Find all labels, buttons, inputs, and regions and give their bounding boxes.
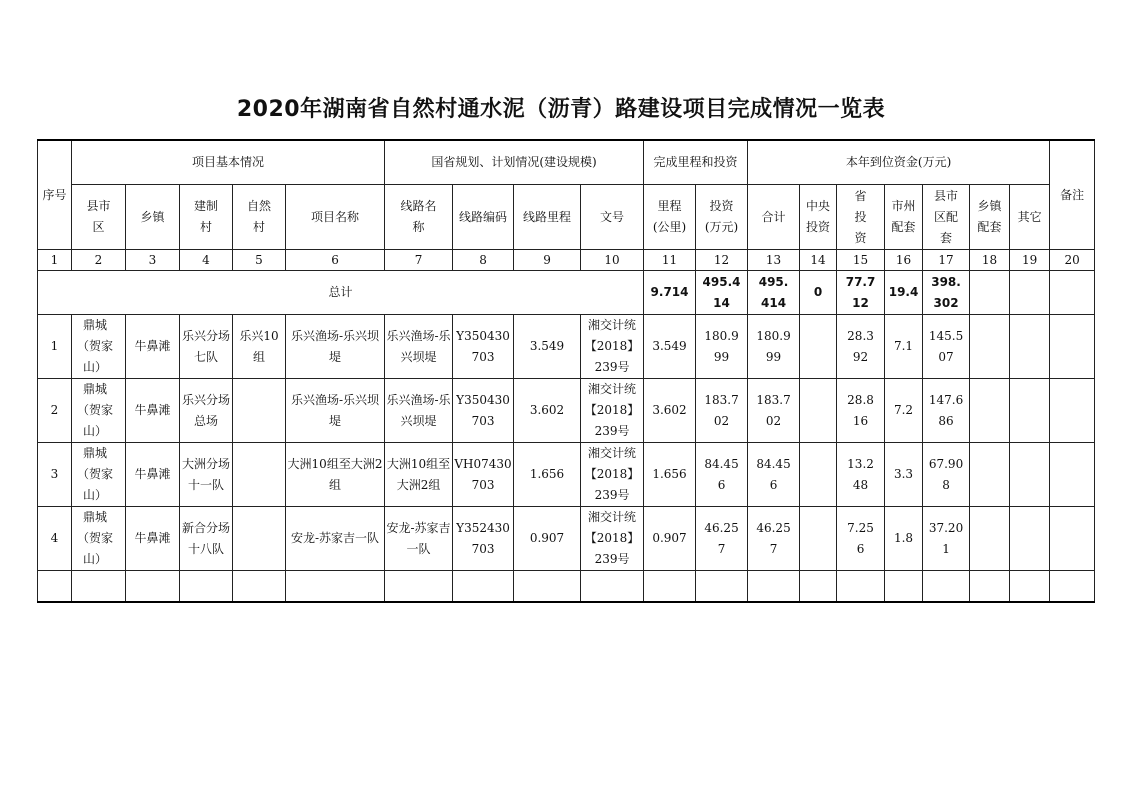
header-group-done: 完成里程和投资 — [644, 140, 748, 185]
totals-city: 19.4 — [885, 271, 923, 315]
col-number: 11 — [644, 250, 696, 271]
cell-seq: 2 — [38, 379, 72, 443]
cell-remark — [1050, 507, 1095, 571]
empty-cell — [970, 571, 1010, 603]
cell-project-name: 乐兴渔场-乐兴坝堤 — [286, 379, 385, 443]
header-mileage: 里程(公里) — [644, 185, 696, 250]
table-row — [38, 379, 1095, 443]
col-number: 1 — [38, 250, 72, 271]
table-row — [38, 315, 1095, 379]
cell-town: 牛鼻滩 — [126, 379, 180, 443]
empty-cell — [514, 571, 581, 603]
cell-total: 46.257 — [748, 507, 800, 571]
cell-route-length: 3.549 — [514, 315, 581, 379]
cell-remark — [1050, 315, 1095, 379]
cell-route-name: 大洲10组至大洲2组 — [385, 443, 453, 507]
header-route-name: 线路名称 — [385, 185, 453, 250]
cell-natural-village: 乐兴10组 — [233, 315, 286, 379]
empty-cell — [233, 571, 286, 603]
totals-investment: 495.414 — [696, 271, 748, 315]
cell-route-code: Y352430703 — [453, 507, 514, 571]
cell-mileage: 3.602 — [644, 379, 696, 443]
cell-route-code: Y350430703 — [453, 315, 514, 379]
cell-county: 鼎城（贺家山） — [72, 443, 126, 507]
cell-town-fund — [970, 507, 1010, 571]
header-county-fund: 县市区配套 — [923, 185, 970, 250]
header-route-length: 线路里程 — [514, 185, 581, 250]
header-route-code: 线路编码 — [453, 185, 514, 250]
header-county: 县市区 — [72, 185, 126, 250]
cell-project-name: 乐兴渔场-乐兴坝堤 — [286, 315, 385, 379]
cell-town-fund — [970, 315, 1010, 379]
cell-mileage: 0.907 — [644, 507, 696, 571]
projects-table — [37, 139, 1095, 603]
totals-central: 0 — [800, 271, 837, 315]
header-town: 乡镇 — [126, 185, 180, 250]
cell-county-fund: 147.686 — [923, 379, 970, 443]
page-title: 2020年湖南省自然村通水泥（沥青）路建设项目完成情况一览表 — [236, 97, 886, 122]
empty-cell — [72, 571, 126, 603]
empty-row — [38, 571, 1095, 603]
cell-town: 牛鼻滩 — [126, 315, 180, 379]
cell-route-name: 乐兴渔场-乐兴坝堤 — [385, 379, 453, 443]
cell-total: 180.999 — [748, 315, 800, 379]
col-number: 16 — [885, 250, 923, 271]
header-remark: 备注 — [1050, 140, 1095, 250]
cell-route-code: Y350430703 — [453, 379, 514, 443]
cell-town: 牛鼻滩 — [126, 443, 180, 507]
cell-doc-no: 湘交计统【2018】239号 — [581, 443, 644, 507]
cell-provincial: 28.392 — [837, 315, 885, 379]
cell-county: 鼎城（贺家山） — [72, 315, 126, 379]
col-number: 18 — [970, 250, 1010, 271]
col-number: 19 — [1010, 250, 1050, 271]
header-town-fund: 乡镇配套 — [970, 185, 1010, 250]
cell-provincial: 13.248 — [837, 443, 885, 507]
col-number: 5 — [233, 250, 286, 271]
cell-remark — [1050, 443, 1095, 507]
totals-county-fund: 398.302 — [923, 271, 970, 315]
cell-natural-village — [233, 443, 286, 507]
cell-county-fund: 67.908 — [923, 443, 970, 507]
empty-cell — [644, 571, 696, 603]
header-village: 建制村 — [180, 185, 233, 250]
cell-other — [1010, 443, 1050, 507]
column-number-row — [38, 250, 1095, 271]
table-row — [38, 507, 1095, 571]
col-number: 20 — [1050, 250, 1095, 271]
cell-county: 鼎城（贺家山） — [72, 379, 126, 443]
cell-city: 7.1 — [885, 315, 923, 379]
col-number: 17 — [923, 250, 970, 271]
cell-doc-no: 湘交计统【2018】239号 — [581, 379, 644, 443]
empty-cell — [286, 571, 385, 603]
header-row-groups — [38, 140, 1095, 185]
cell-town-fund — [970, 443, 1010, 507]
cell-total: 183.702 — [748, 379, 800, 443]
cell-investment: 84.456 — [696, 443, 748, 507]
col-number: 6 — [286, 250, 385, 271]
header-doc-no: 文号 — [581, 185, 644, 250]
cell-investment: 180.999 — [696, 315, 748, 379]
col-number: 8 — [453, 250, 514, 271]
cell-provincial: 28.816 — [837, 379, 885, 443]
totals-total: 495.414 — [748, 271, 800, 315]
cell-county-fund: 37.201 — [923, 507, 970, 571]
header-other: 其它 — [1010, 185, 1050, 250]
cell-mileage: 3.549 — [644, 315, 696, 379]
empty-cell — [385, 571, 453, 603]
totals-label: 总计 — [38, 271, 644, 315]
cell-doc-no: 湘交计统【2018】239号 — [581, 507, 644, 571]
cell-natural-village — [233, 379, 286, 443]
cell-county: 鼎城（贺家山） — [72, 507, 126, 571]
col-number: 9 — [514, 250, 581, 271]
cell-city: 1.8 — [885, 507, 923, 571]
cell-other — [1010, 315, 1050, 379]
cell-remark — [1050, 379, 1095, 443]
cell-central — [800, 443, 837, 507]
totals-other — [1010, 271, 1050, 315]
cell-village: 大洲分场十一队 — [180, 443, 233, 507]
header-group-funds: 本年到位资金(万元) — [748, 140, 1050, 185]
col-number: 4 — [180, 250, 233, 271]
empty-cell — [581, 571, 644, 603]
totals-row — [38, 271, 1095, 315]
cell-central — [800, 315, 837, 379]
header-group-basic: 项目基本情况 — [72, 140, 385, 185]
totals-provincial: 77.712 — [837, 271, 885, 315]
cell-project-name: 大洲10组至大洲2组 — [286, 443, 385, 507]
cell-natural-village — [233, 507, 286, 571]
table-row — [38, 443, 1095, 507]
cell-village: 乐兴分场七队 — [180, 315, 233, 379]
empty-cell — [696, 571, 748, 603]
empty-cell — [180, 571, 233, 603]
cell-provincial: 7.256 — [837, 507, 885, 571]
cell-investment: 183.702 — [696, 379, 748, 443]
cell-route-name: 乐兴渔场-乐兴坝堤 — [385, 315, 453, 379]
cell-city: 7.2 — [885, 379, 923, 443]
header-natural-village: 自然村 — [233, 185, 286, 250]
totals-town-fund — [970, 271, 1010, 315]
empty-cell — [453, 571, 514, 603]
cell-project-name: 安龙-苏家吉一队 — [286, 507, 385, 571]
col-number: 3 — [126, 250, 180, 271]
header-seq: 序号 — [38, 140, 72, 250]
header-project-name: 项目名称 — [286, 185, 385, 250]
col-number: 2 — [72, 250, 126, 271]
cell-mileage: 1.656 — [644, 443, 696, 507]
col-number: 12 — [696, 250, 748, 271]
cell-route-length: 1.656 — [514, 443, 581, 507]
empty-cell — [923, 571, 970, 603]
cell-village: 新合分场十八队 — [180, 507, 233, 571]
empty-cell — [1050, 571, 1095, 603]
cell-doc-no: 湘交计统【2018】239号 — [581, 315, 644, 379]
header-city: 市州配套 — [885, 185, 923, 250]
empty-cell — [1010, 571, 1050, 603]
empty-cell — [38, 571, 72, 603]
cell-route-length: 0.907 — [514, 507, 581, 571]
cell-route-code: VH07430703 — [453, 443, 514, 507]
empty-cell — [126, 571, 180, 603]
cell-other — [1010, 507, 1050, 571]
col-number: 14 — [800, 250, 837, 271]
header-row-columns — [38, 185, 1095, 250]
cell-route-length: 3.602 — [514, 379, 581, 443]
cell-seq: 3 — [38, 443, 72, 507]
empty-cell — [837, 571, 885, 603]
cell-county-fund: 145.507 — [923, 315, 970, 379]
cell-total: 84.456 — [748, 443, 800, 507]
col-number: 7 — [385, 250, 453, 271]
cell-seq: 4 — [38, 507, 72, 571]
empty-cell — [885, 571, 923, 603]
cell-other — [1010, 379, 1050, 443]
totals-remark — [1050, 271, 1095, 315]
cell-city: 3.3 — [885, 443, 923, 507]
header-investment: 投资(万元) — [696, 185, 748, 250]
header-central: 中央投资 — [800, 185, 837, 250]
cell-central — [800, 379, 837, 443]
col-number: 10 — [581, 250, 644, 271]
cell-investment: 46.257 — [696, 507, 748, 571]
cell-town: 牛鼻滩 — [126, 507, 180, 571]
totals-mileage: 9.714 — [644, 271, 696, 315]
empty-cell — [748, 571, 800, 603]
cell-seq: 1 — [38, 315, 72, 379]
empty-cell — [800, 571, 837, 603]
header-provincial: 省投资 — [837, 185, 885, 250]
header-group-plan: 国省规划、计划情况(建设规模) — [385, 140, 644, 185]
cell-route-name: 安龙-苏家吉一队 — [385, 507, 453, 571]
col-number: 13 — [748, 250, 800, 271]
cell-village: 乐兴分场总场 — [180, 379, 233, 443]
col-number: 15 — [837, 250, 885, 271]
cell-central — [800, 507, 837, 571]
header-total: 合计 — [748, 185, 800, 250]
cell-town-fund — [970, 379, 1010, 443]
